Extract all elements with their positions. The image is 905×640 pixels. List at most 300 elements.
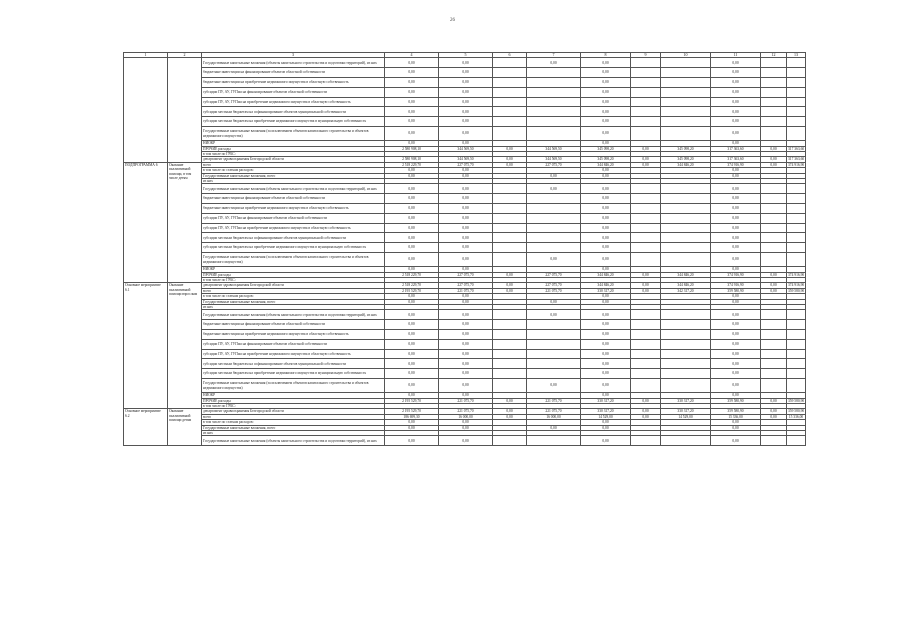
value-cell xyxy=(761,369,787,379)
value-cell: 0,00 xyxy=(711,126,761,140)
value-cell: 0,00 xyxy=(385,58,439,68)
value-cell xyxy=(761,126,787,140)
expense-category-label: субсидии ПУ, АУ, ГУПам на финансирование объектов областной собственности xyxy=(202,339,385,349)
value-cell: 14 529,00 xyxy=(581,414,631,419)
program-description-cell: Оказание паллиативной помощи детям xyxy=(168,409,202,446)
value-cell xyxy=(761,194,787,204)
value-cell xyxy=(631,359,661,369)
value-cell xyxy=(493,78,527,88)
value-cell xyxy=(527,204,581,214)
value-cell xyxy=(527,359,581,369)
expense-category-label: в том числе по ГРБС: xyxy=(202,151,385,156)
expense-category-label: в том числе по статьям расходов: xyxy=(202,420,385,425)
value-cell xyxy=(631,223,661,233)
value-cell: 0,00 xyxy=(631,398,661,403)
value-cell: 374 916,90 xyxy=(711,283,761,288)
value-cell: 317 363,60 xyxy=(711,157,761,162)
value-cell xyxy=(787,223,806,233)
col-number: 6 xyxy=(493,53,527,58)
value-cell: 0,00 xyxy=(439,58,493,68)
program-description-cell: Оказание паллиативной помощи взрослым xyxy=(168,283,202,409)
expense-category-label: НИОКР xyxy=(202,267,385,272)
value-cell xyxy=(527,194,581,204)
value-cell: 0,00 xyxy=(581,253,631,267)
expense-category-label: субсидии ПУ, АУ, ГУПам на приобретение недвижимого имущества в областную собственность xyxy=(202,223,385,233)
value-cell: 344 846,20 xyxy=(581,162,631,167)
value-cell: 0,00 xyxy=(761,414,787,419)
value-cell: 0,00 xyxy=(385,184,439,194)
value-cell xyxy=(761,223,787,233)
value-cell: 0,00 xyxy=(385,253,439,267)
value-cell: 0,00 xyxy=(439,243,493,253)
value-cell: 359 580,90 xyxy=(711,409,761,414)
value-cell xyxy=(631,126,661,140)
value-cell: 0,00 xyxy=(761,283,787,288)
value-cell: 0,00 xyxy=(711,107,761,117)
value-cell: 0,00 xyxy=(581,393,631,398)
expense-category-label: субсидии местным бюджетам на софинансирование объектов муниципальной собственности xyxy=(202,107,385,117)
value-cell xyxy=(493,233,527,243)
value-cell: 0,00 xyxy=(385,294,439,299)
value-cell xyxy=(631,369,661,379)
value-cell: 0,00 xyxy=(439,68,493,78)
table-row xyxy=(124,379,806,393)
value-cell xyxy=(661,107,711,117)
value-cell: 16 000,00 xyxy=(439,414,493,419)
value-cell xyxy=(493,320,527,330)
value-cell: 0,00 xyxy=(439,213,493,223)
value-cell: 0,00 xyxy=(581,359,631,369)
expense-category-label: НИОКР xyxy=(202,393,385,398)
program-description-cell: Оказание паллиативной помощи, в том числе детям xyxy=(168,162,202,283)
value-cell: 2 518 229,70 xyxy=(385,272,439,277)
value-cell xyxy=(631,320,661,330)
expense-category-label: субсидии ПУ, АУ, ГУПам на приобретение недвижимого имущества в областную собственность xyxy=(202,349,385,359)
value-cell: 0,00 xyxy=(711,184,761,194)
expense-category-label: бюджетные инвестиции на финансирование объектов областной собственности xyxy=(202,194,385,204)
value-cell: 0,00 xyxy=(439,330,493,340)
value-cell: 0,00 xyxy=(761,146,787,151)
value-cell xyxy=(787,78,806,88)
value-cell: 0,00 xyxy=(439,204,493,214)
expense-category-label: субсидии ПУ, АУ, ГУПам на приобретение недвижимого имущества в областную собственность xyxy=(202,97,385,107)
value-cell: 0,00 xyxy=(581,294,631,299)
value-cell: 0,00 xyxy=(581,168,631,173)
value-cell: 0,00 xyxy=(581,310,631,320)
value-cell: 344 569,50 xyxy=(527,146,581,151)
value-cell xyxy=(493,310,527,320)
value-cell: 0,00 xyxy=(711,168,761,173)
value-cell xyxy=(761,379,787,393)
value-cell xyxy=(661,117,711,127)
value-cell xyxy=(761,58,787,68)
expense-category-label: из них xyxy=(202,305,385,310)
col-number: 10 xyxy=(661,53,711,58)
value-cell: 0,00 xyxy=(631,288,661,293)
value-cell: 0,00 xyxy=(711,379,761,393)
expense-category-label: Государственные капитальные вложения, всего xyxy=(202,425,385,430)
col-number: 2 xyxy=(168,53,202,58)
value-cell: 0,00 xyxy=(439,97,493,107)
value-cell: 0,00 xyxy=(581,97,631,107)
value-cell: 344 846,20 xyxy=(581,272,631,277)
value-cell: 0,00 xyxy=(711,425,761,430)
value-cell: 2 580 908,10 xyxy=(385,146,439,151)
value-cell: 0,00 xyxy=(711,253,761,267)
value-cell xyxy=(527,97,581,107)
value-cell xyxy=(527,107,581,117)
value-cell xyxy=(527,330,581,340)
table-row xyxy=(124,117,806,127)
expense-category-label: субсидии ПУ, АУ, ГУПам на финансирование объектов областной собственности xyxy=(202,213,385,223)
value-cell xyxy=(493,97,527,107)
value-cell: 0,00 xyxy=(711,204,761,214)
page-number: 26 xyxy=(450,18,455,23)
value-cell xyxy=(493,436,527,446)
value-cell xyxy=(787,339,806,349)
value-cell: 0,00 xyxy=(527,310,581,320)
value-cell: 0,00 xyxy=(439,436,493,446)
value-cell: 16 000,00 xyxy=(527,414,581,419)
value-cell xyxy=(761,310,787,320)
value-cell xyxy=(493,349,527,359)
value-cell: 221 075,70 xyxy=(439,398,493,403)
expense-category-label: субсидии местным бюджетам на софинансирование объектов муниципальной собственности xyxy=(202,359,385,369)
value-cell: 0,00 xyxy=(581,68,631,78)
value-cell xyxy=(787,233,806,243)
value-cell: 0,00 xyxy=(385,213,439,223)
value-cell: 0,00 xyxy=(711,320,761,330)
expense-category-label: бюджетные инвестиции на приобретение недвижимого имущества в областную собственность xyxy=(202,204,385,214)
value-cell: 221 075,70 xyxy=(439,288,493,293)
value-cell: 0,00 xyxy=(493,157,527,162)
value-cell: 0,00 xyxy=(385,87,439,97)
value-cell xyxy=(661,330,711,340)
value-cell xyxy=(787,436,806,446)
value-cell: 0,00 xyxy=(385,204,439,214)
value-cell xyxy=(493,213,527,223)
value-cell: 0,00 xyxy=(385,267,439,272)
value-cell: 15 336,00 xyxy=(711,414,761,419)
value-cell: 0,00 xyxy=(711,213,761,223)
value-cell: 342 317,20 xyxy=(661,288,711,293)
value-cell xyxy=(787,310,806,320)
value-cell: 0,00 xyxy=(385,223,439,233)
value-cell xyxy=(787,243,806,253)
expense-category-label: из них xyxy=(202,431,385,436)
value-cell: 0,00 xyxy=(761,409,787,414)
value-cell: 0,00 xyxy=(581,204,631,214)
expense-category-label: всего xyxy=(202,414,385,419)
table-row xyxy=(124,253,806,267)
value-cell xyxy=(761,359,787,369)
value-cell: 0,00 xyxy=(711,310,761,320)
value-cell: 0,00 xyxy=(527,58,581,68)
value-cell xyxy=(761,87,787,97)
expense-category-label: департамент здравоохранения Белгородской области xyxy=(202,157,385,162)
value-cell: 0,00 xyxy=(581,194,631,204)
value-cell xyxy=(527,78,581,88)
value-cell xyxy=(661,68,711,78)
expense-category-label: всего xyxy=(202,162,385,167)
value-cell: 227 075,70 xyxy=(527,162,581,167)
expense-category-label: Государственные капитальные вложения, всего xyxy=(202,299,385,304)
value-cell xyxy=(661,243,711,253)
table-row xyxy=(124,369,806,379)
value-cell xyxy=(493,359,527,369)
value-cell xyxy=(761,117,787,127)
value-cell xyxy=(787,320,806,330)
expense-category-label: Государственные капитальные вложения (за исключением объектов капитального строительства и объектов недвижимого имущества) xyxy=(202,379,385,393)
col-number: 9 xyxy=(631,53,661,58)
value-cell: 0,00 xyxy=(439,310,493,320)
value-cell: 0,00 xyxy=(711,223,761,233)
value-cell xyxy=(631,339,661,349)
value-cell: 317 363,60 xyxy=(711,146,761,151)
value-cell: 0,00 xyxy=(581,58,631,68)
value-cell: 0,00 xyxy=(581,267,631,272)
value-cell xyxy=(493,330,527,340)
value-cell xyxy=(527,243,581,253)
value-cell: 2 518 229,70 xyxy=(385,283,439,288)
col-number: 8 xyxy=(581,53,631,58)
value-cell xyxy=(787,359,806,369)
value-cell: 0,00 xyxy=(439,299,493,304)
value-cell: 2 195 529,70 xyxy=(385,409,439,414)
value-cell: 0,00 xyxy=(527,425,581,430)
value-cell: 0,00 xyxy=(385,233,439,243)
table-row xyxy=(124,194,806,204)
value-cell: 0,00 xyxy=(711,117,761,127)
value-cell xyxy=(761,204,787,214)
value-cell xyxy=(661,97,711,107)
value-cell: 2 580 908,10 xyxy=(385,157,439,162)
col-number: 7 xyxy=(527,53,581,58)
value-cell xyxy=(527,126,581,140)
value-cell: 317 363,60 xyxy=(788,146,805,151)
table-row xyxy=(124,339,806,349)
col-number: 11 xyxy=(711,53,761,58)
value-cell: 0,00 xyxy=(711,299,761,304)
value-cell: 0,00 xyxy=(385,369,439,379)
value-cell xyxy=(493,379,527,393)
value-cell: 0,00 xyxy=(385,97,439,107)
expense-category-label: в том числе по ГРБС: xyxy=(202,404,385,409)
expense-category-label: субсидии местным бюджетам на софинансирование объектов муниципальной собственности xyxy=(202,233,385,243)
program-name-cell: Основное мероприятие 6.1 xyxy=(124,283,168,409)
value-cell: 345 098,20 xyxy=(581,157,631,162)
value-cell xyxy=(761,436,787,446)
value-cell: 14 529,00 xyxy=(661,414,711,419)
value-cell: 0,00 xyxy=(385,141,439,146)
value-cell xyxy=(493,117,527,127)
value-cell xyxy=(631,243,661,253)
table-row xyxy=(124,359,806,369)
value-cell xyxy=(493,87,527,97)
table-row xyxy=(124,68,806,78)
value-cell xyxy=(761,349,787,359)
value-cell xyxy=(761,97,787,107)
value-cell xyxy=(761,184,787,194)
value-cell: 0,00 xyxy=(581,233,631,243)
value-cell xyxy=(787,204,806,214)
value-cell: 0,00 xyxy=(385,379,439,393)
value-cell: 0,00 xyxy=(631,272,661,277)
value-cell: 345 098,20 xyxy=(581,146,631,151)
value-cell: 0,00 xyxy=(581,349,631,359)
value-cell xyxy=(661,379,711,393)
value-cell: 374 916,90 xyxy=(711,162,761,167)
value-cell xyxy=(661,223,711,233)
value-cell xyxy=(787,107,806,117)
value-cell: 0,00 xyxy=(439,194,493,204)
value-cell: 0,00 xyxy=(439,339,493,349)
value-cell: 227 075,70 xyxy=(439,283,493,288)
value-cell: 0,00 xyxy=(581,141,631,146)
value-cell: 0,00 xyxy=(581,184,631,194)
value-cell xyxy=(787,349,806,359)
value-cell: 0,00 xyxy=(711,58,761,68)
value-cell: 0,00 xyxy=(439,168,493,173)
value-cell xyxy=(631,253,661,267)
expense-category-label: ПРОЧИЕ расходы xyxy=(202,146,385,151)
value-cell: 0,00 xyxy=(711,359,761,369)
value-cell: 0,00 xyxy=(581,78,631,88)
expense-category-label: департамент здравоохранения Белгородской области xyxy=(202,409,385,414)
value-cell: 0,00 xyxy=(581,425,631,430)
value-cell: 0,00 xyxy=(385,194,439,204)
value-cell xyxy=(661,58,711,68)
value-cell: 0,00 xyxy=(439,233,493,243)
value-cell xyxy=(787,213,806,223)
value-cell: 0,00 xyxy=(631,409,661,414)
value-cell: 0,00 xyxy=(581,339,631,349)
table-row xyxy=(124,78,806,88)
value-cell xyxy=(631,107,661,117)
value-cell xyxy=(493,107,527,117)
value-cell: 0,00 xyxy=(711,339,761,349)
value-cell xyxy=(527,320,581,330)
value-cell: 0,00 xyxy=(711,330,761,340)
value-cell xyxy=(787,330,806,340)
value-cell xyxy=(493,253,527,267)
value-cell xyxy=(527,213,581,223)
value-cell: 0,00 xyxy=(439,253,493,267)
value-cell xyxy=(661,233,711,243)
value-cell: 344 569,50 xyxy=(439,157,493,162)
value-cell: 0,00 xyxy=(711,294,761,299)
value-cell xyxy=(761,339,787,349)
value-cell xyxy=(493,126,527,140)
table-row xyxy=(124,97,806,107)
value-cell xyxy=(661,184,711,194)
table-row xyxy=(124,349,806,359)
value-cell xyxy=(761,107,787,117)
col-number: 5 xyxy=(439,53,493,58)
value-cell: 374 916,90 xyxy=(788,162,805,167)
value-cell: 0,00 xyxy=(711,393,761,398)
expense-category-label: всего xyxy=(202,288,385,293)
value-cell: 0,00 xyxy=(385,117,439,127)
col-number: 4 xyxy=(385,53,439,58)
value-cell xyxy=(493,223,527,233)
value-cell: 0,00 xyxy=(385,310,439,320)
value-cell xyxy=(631,117,661,127)
value-cell: 0,00 xyxy=(631,146,661,151)
expense-category-label: субсидии местным бюджетам на приобретение недвижимого имущества в муниципальную собственность xyxy=(202,117,385,127)
value-cell: 330 317,20 xyxy=(661,398,711,403)
value-cell: 0,00 xyxy=(439,126,493,140)
value-cell xyxy=(761,78,787,88)
value-cell xyxy=(661,253,711,267)
value-cell: 344 846,20 xyxy=(661,162,711,167)
value-cell: 0,00 xyxy=(581,173,631,178)
value-cell xyxy=(631,379,661,393)
expense-category-label: бюджетные инвестиции на приобретение недвижимого имущества в областную собственность xyxy=(202,78,385,88)
value-cell xyxy=(631,68,661,78)
value-cell: 374 916,90 xyxy=(711,272,761,277)
table-row xyxy=(124,330,806,340)
value-cell: 0,00 xyxy=(711,233,761,243)
value-cell xyxy=(661,349,711,359)
value-cell xyxy=(761,253,787,267)
value-cell xyxy=(493,369,527,379)
expense-category-label: департамент здравоохранения Белгородской области xyxy=(202,283,385,288)
value-cell: 0,00 xyxy=(711,68,761,78)
value-cell: 0,00 xyxy=(581,436,631,446)
value-cell xyxy=(787,253,806,267)
table-row xyxy=(124,107,806,117)
value-cell: 359 580,90 xyxy=(711,398,761,403)
value-cell xyxy=(787,117,806,127)
value-cell: 0,00 xyxy=(493,409,527,414)
expense-category-label: субсидии местным бюджетам на приобретение недвижимого имущества в муниципальную собственность xyxy=(202,243,385,253)
value-cell: 0,00 xyxy=(761,162,787,167)
value-cell: 359 580,90 xyxy=(788,288,805,293)
expense-category-label: бюджетные инвестиции на финансирование объектов областной собственности xyxy=(202,320,385,330)
value-cell xyxy=(493,184,527,194)
value-cell xyxy=(761,68,787,78)
value-cell: 2 518 229,70 xyxy=(385,162,439,167)
value-cell: 0,00 xyxy=(439,267,493,272)
value-cell: 0,00 xyxy=(493,398,527,403)
program-name-cell: ПОДПРОГРАММА 6 xyxy=(124,162,168,283)
value-cell: 330 317,20 xyxy=(581,409,631,414)
value-cell xyxy=(787,58,806,68)
table-row xyxy=(124,58,806,68)
value-cell: 0,00 xyxy=(439,379,493,393)
value-cell xyxy=(631,233,661,243)
value-cell: 344 846,20 xyxy=(661,272,711,277)
value-cell: 0,00 xyxy=(581,299,631,304)
value-cell: 317 363,60 xyxy=(788,157,805,162)
value-cell: 0,00 xyxy=(385,420,439,425)
value-cell: 0,00 xyxy=(527,299,581,304)
value-cell: 0,00 xyxy=(385,299,439,304)
value-cell xyxy=(527,233,581,243)
value-cell: 0,00 xyxy=(385,126,439,140)
value-cell: 0,00 xyxy=(439,349,493,359)
value-cell: 0,00 xyxy=(581,213,631,223)
value-cell xyxy=(527,117,581,127)
value-cell: 359 580,90 xyxy=(788,398,805,403)
value-cell: 221 075,70 xyxy=(439,409,493,414)
expense-category-label: ПРОЧИЕ расходы xyxy=(202,272,385,277)
table-row xyxy=(124,436,806,446)
value-cell: 0,00 xyxy=(581,117,631,127)
program-description-cell xyxy=(168,58,202,162)
value-cell xyxy=(631,184,661,194)
